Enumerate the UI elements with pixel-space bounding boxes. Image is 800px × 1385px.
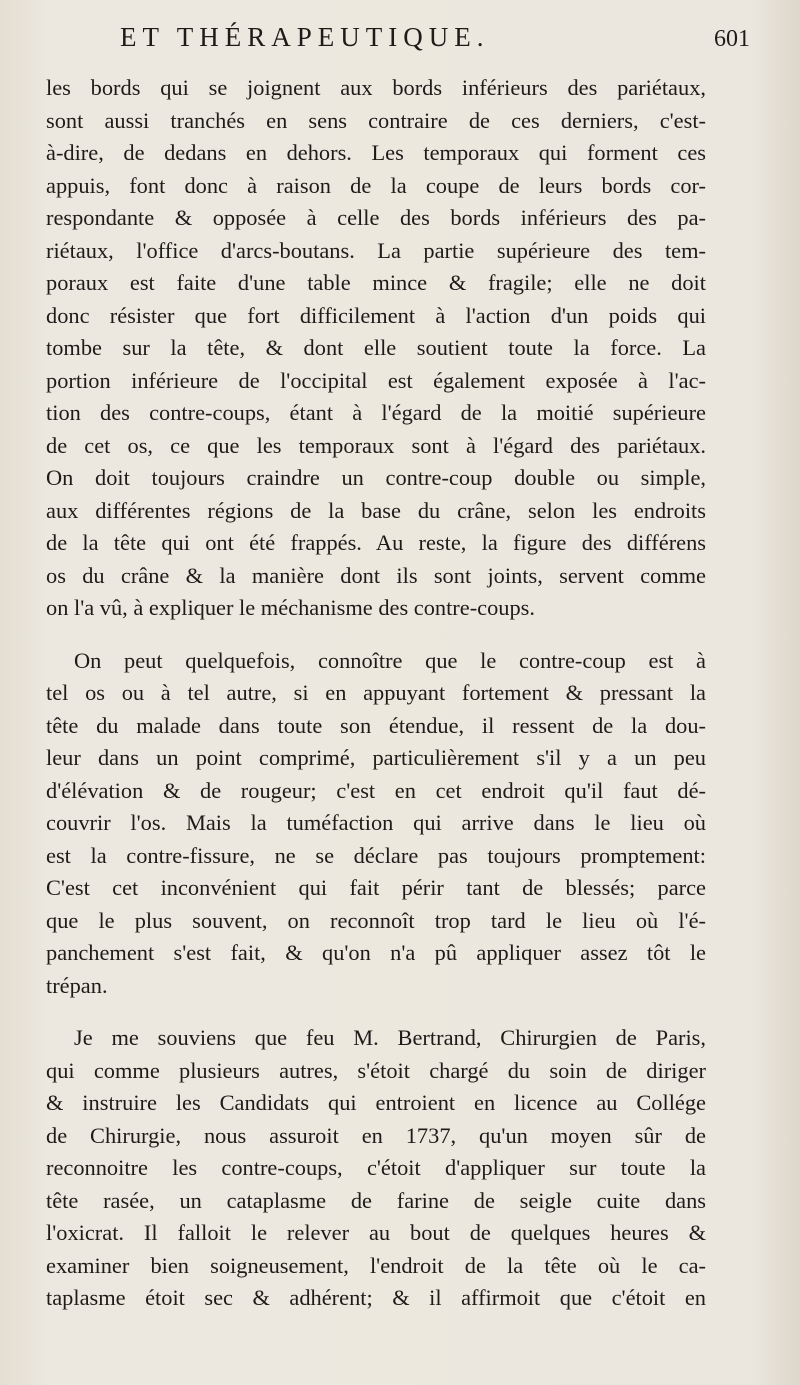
paragraph	[46, 645, 706, 1003]
paragraph	[46, 72, 706, 625]
text-line: d'élévation & de rougeur; c'est en cet endroit qu'il faut dé-	[46, 777, 706, 803]
text-line: aux différentes régions de la base du crâne, selon les endroits	[46, 497, 706, 523]
text-line: qui comme plusieurs autres, s'étoit chargé du soin de diriger	[46, 1057, 706, 1083]
text-line: est la contre-fissure, ne se déclare pas toujours promptement:	[46, 842, 706, 868]
text-line: leur dans un point comprimé, particulièrement s'il y a un peu	[46, 745, 706, 770]
text-line: à-dire, de dedans en dehors. Les temporaux qui forment ces	[46, 140, 706, 165]
text-line: trépan.	[46, 972, 108, 998]
text-line: on l'a vû, à expliquer le méchanisme des contre-coups.	[46, 595, 535, 620]
page-number: 601	[714, 26, 750, 52]
text-line: reconnoitre les contre-coups, c'étoit d'appliquer sur toute la	[46, 1155, 706, 1180]
text-line: panchement s'est fait, & qu'on n'a pû appliquer assez tôt le	[46, 940, 706, 965]
text-line: sont aussi tranchés en sens contraire de ces derniers, c'est-	[46, 107, 706, 133]
text-line: os du crâne & la manière dont ils sont joints, servent comme	[46, 562, 706, 588]
text-line: de Chirurgie, nous assuroit en 1737, qu'un moyen sûr de	[46, 1122, 706, 1148]
text-line: tombe sur la tête, & dont elle soutient toute la force. La	[46, 335, 706, 360]
text-line: examiner bien soigneusement, l'endroit de la tête où le ca-	[46, 1252, 706, 1278]
text-line: tel os ou à tel autre, si en appuyant fortement & pressant la	[46, 680, 706, 705]
text-line: l'oxicrat. Il falloit le relever au bout de quelques heures &	[46, 1220, 706, 1245]
text-line: de la tête qui ont été frappés. Au reste, la figure des différens	[46, 530, 706, 555]
text-line: On doit toujours craindre un contre-coup double ou simple,	[46, 465, 706, 490]
paragraph	[46, 1022, 706, 1315]
text-line: couvrir l'os. Mais la tuméfaction qui arrive dans le lieu où	[46, 810, 706, 835]
text-line: riétaux, l'office d'arcs-boutans. La partie supérieure des tem-	[46, 237, 706, 263]
text-line: C'est cet inconvénient qui fait périr tant de blessés; parce	[46, 875, 706, 900]
running-head	[0, 22, 800, 62]
text-line: tête du malade dans toute son étendue, il ressent de la dou-	[46, 712, 706, 738]
text-line: de cet os, ce que les temporaux sont à l'égard des pariétaux.	[46, 432, 706, 458]
text-line: appuis, font donc à raison de la coupe de leurs bords cor-	[46, 172, 706, 198]
body-text	[46, 72, 706, 1315]
text-line: donc résister que fort difficilement à l'action d'un poids qui	[46, 302, 706, 328]
text-line: respondante & opposée à celle des bords inférieurs des pa-	[46, 205, 706, 230]
text-line: tête rasée, un cataplasme de farine de seigle cuite dans	[46, 1187, 706, 1213]
text-line: & instruire les Candidats qui entroient en licence au Collége	[46, 1090, 706, 1115]
running-title: ET THÉRAPEUTIQUE.	[120, 22, 490, 52]
text-line: On peut quelquefois, connoître que le contre-coup est à	[74, 647, 706, 673]
text-line: que le plus souvent, on reconnoît trop tard le lieu où l'é-	[46, 907, 706, 933]
text-line: poraux est faite d'une table mince & fragile; elle ne doit	[46, 270, 706, 295]
text-line: taplasme étoit sec & adhérent; & il affirmoit que c'étoit en	[46, 1285, 706, 1310]
text-line: Je me souviens que feu M. Bertrand, Chirurgien de Paris,	[74, 1025, 706, 1050]
text-line: les bords qui se joignent aux bords inférieurs des pariétaux,	[46, 75, 706, 100]
text-line: tion des contre-coups, étant à l'égard de la moitié supérieure	[46, 400, 706, 425]
text-line: portion inférieure de l'occipital est également exposée à l'ac-	[46, 367, 706, 393]
